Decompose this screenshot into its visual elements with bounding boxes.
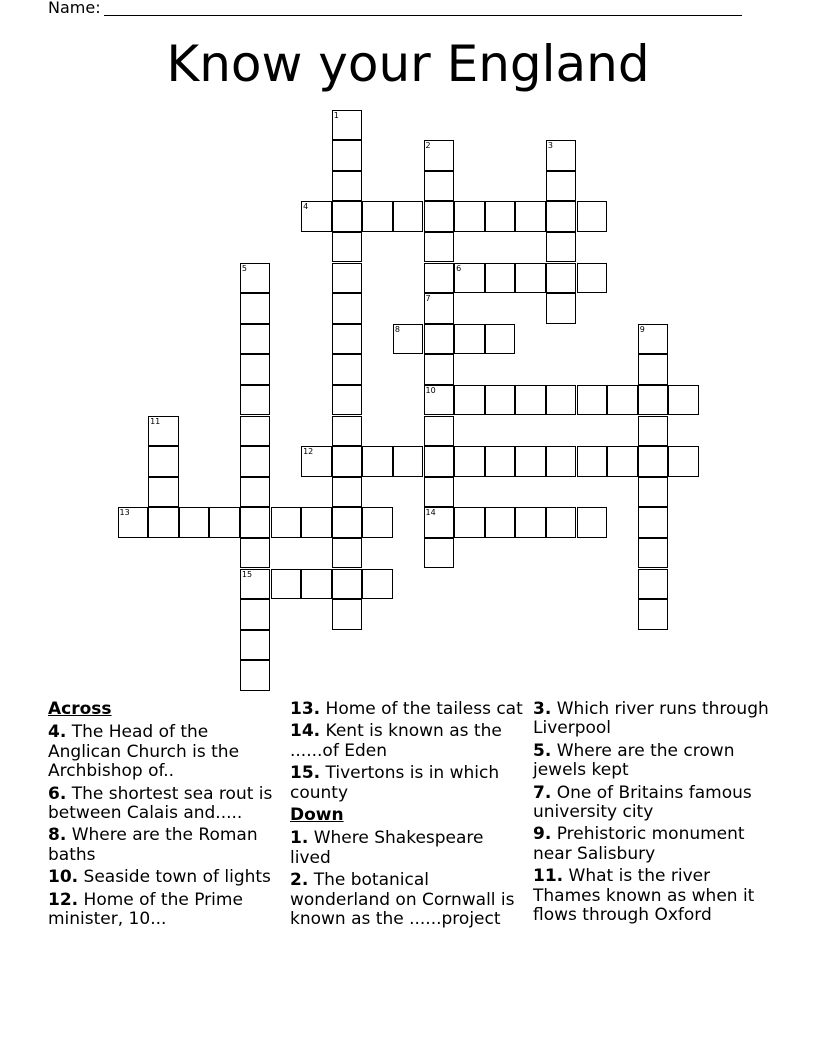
grid-cell[interactable]	[332, 171, 363, 202]
grid-cell[interactable]	[546, 507, 577, 538]
grid-cell[interactable]	[332, 293, 363, 324]
grid-cell[interactable]	[424, 140, 455, 171]
grid-cell[interactable]	[668, 385, 699, 416]
grid-cell[interactable]	[638, 446, 669, 477]
clue-number: 4	[303, 202, 309, 212]
grid-cell[interactable]	[209, 507, 240, 538]
grid-cell[interactable]	[240, 324, 271, 355]
grid-cell[interactable]	[546, 446, 577, 477]
clue-column-2	[290, 700, 526, 932]
clue-across-12: 12. Home of the Prime minister, 10...	[48, 889, 243, 930]
grid-cell[interactable]	[332, 569, 363, 600]
grid-cell[interactable]	[577, 446, 608, 477]
clue-column-1	[48, 700, 284, 932]
down-heading: Down	[290, 805, 344, 826]
grid-cell[interactable]	[424, 416, 455, 447]
grid-cell[interactable]	[240, 599, 271, 630]
grid-cell[interactable]	[301, 201, 332, 232]
grid-cell[interactable]	[271, 569, 302, 600]
grid-cell[interactable]	[577, 507, 608, 538]
grid-cell[interactable]	[638, 416, 669, 447]
grid-cell[interactable]	[179, 507, 210, 538]
grid-cell[interactable]	[240, 630, 271, 661]
clue-down-7: 7. One of Britains famous university city	[533, 782, 752, 823]
across-heading: Across	[48, 699, 112, 719]
grid-cell[interactable]	[546, 140, 577, 171]
grid-cell[interactable]	[332, 538, 363, 569]
grid-cell[interactable]	[148, 416, 179, 447]
clue-down-11: 11. What is the river Thames known as when it flows through Oxford	[533, 866, 755, 926]
grid-cell[interactable]	[148, 446, 179, 477]
grid-cell[interactable]	[454, 507, 485, 538]
grid-cell[interactable]	[638, 569, 669, 600]
grid-cell[interactable]	[424, 538, 455, 569]
clue-down-2: 2. The botanical wonderland on Cornwall is known as the ......project	[290, 870, 515, 930]
clue-across-15: 15. Tivertons is in which county	[290, 763, 500, 803]
clue-down-1: 1. Where Shakespeare lived	[290, 828, 484, 868]
grid-cell[interactable]	[607, 385, 638, 416]
grid-cell[interactable]	[424, 324, 455, 355]
grid-cell[interactable]	[424, 171, 455, 202]
clue-across-10: 10. Seaside town of lights	[48, 867, 271, 888]
grid-cell[interactable]	[240, 446, 271, 477]
clue-number: 13	[119, 508, 130, 518]
grid-cell[interactable]	[454, 446, 485, 477]
grid-cell[interactable]	[393, 446, 424, 477]
grid-cell[interactable]	[301, 446, 332, 477]
clue-across-6: 6. The shortest sea rout is between Calais and.....	[48, 783, 273, 824]
grid-cell[interactable]	[577, 201, 608, 232]
grid-cell[interactable]	[424, 385, 455, 416]
page-title: Know your England	[166, 35, 650, 93]
grid-cell[interactable]	[332, 599, 363, 630]
grid-cell[interactable]	[393, 201, 424, 232]
grid-cell[interactable]	[332, 416, 363, 447]
grid-cell[interactable]	[546, 385, 577, 416]
clue-number: 6	[456, 263, 462, 273]
grid-cell[interactable]	[240, 660, 271, 691]
grid-cell[interactable]	[424, 507, 455, 538]
grid-cell[interactable]	[454, 324, 485, 355]
grid-cell[interactable]	[454, 201, 485, 232]
grid-cell[interactable]	[332, 354, 363, 385]
grid-cell[interactable]	[362, 507, 393, 538]
grid-cell[interactable]	[240, 293, 271, 324]
grid-cell[interactable]	[485, 446, 516, 477]
grid-cell[interactable]	[332, 232, 363, 263]
grid-cell[interactable]	[393, 324, 424, 355]
grid-cell[interactable]	[577, 263, 608, 294]
grid-cell[interactable]	[332, 385, 363, 416]
clue-across-14: 14. Kent is known as the ......of Eden	[290, 721, 502, 761]
grid-cell[interactable]	[240, 263, 271, 294]
clue-across-4: 4. The Head of the Anglican Church is the Archbishop of..	[48, 722, 240, 782]
grid-cell[interactable]	[546, 171, 577, 202]
grid-cell[interactable]	[546, 293, 577, 324]
grid-cell[interactable]	[332, 140, 363, 171]
grid-cell[interactable]	[485, 201, 516, 232]
clue-number: 2	[425, 141, 431, 151]
clue-number: 9	[639, 324, 645, 334]
grid-cell[interactable]	[424, 446, 455, 477]
grid-cell[interactable]	[638, 538, 669, 569]
grid-cell[interactable]	[515, 446, 546, 477]
clue-number: 12	[303, 447, 314, 457]
grid-cell[interactable]	[240, 416, 271, 447]
grid-cell[interactable]	[424, 477, 455, 508]
clue-number: 8	[394, 324, 400, 334]
clue-across-13: 13. Home of the tailess cat	[290, 699, 523, 719]
grid-cell[interactable]	[240, 385, 271, 416]
grid-cell[interactable]	[240, 569, 271, 600]
grid-cell[interactable]	[546, 201, 577, 232]
grid-cell[interactable]	[515, 385, 546, 416]
grid-cell[interactable]	[515, 263, 546, 294]
clue-number: 10	[425, 385, 436, 395]
grid-cell[interactable]	[424, 354, 455, 385]
grid-cell[interactable]	[332, 446, 363, 477]
grid-cell[interactable]	[332, 110, 363, 141]
grid-cell[interactable]	[332, 477, 363, 508]
grid-cell[interactable]	[240, 477, 271, 508]
clue-column-3	[533, 700, 769, 928]
grid-cell[interactable]	[607, 446, 638, 477]
grid-cell[interactable]	[240, 538, 271, 569]
grid-cell[interactable]	[485, 385, 516, 416]
grid-cell[interactable]	[485, 507, 516, 538]
clue-number: 14	[425, 508, 436, 518]
clue-down-5: 5. Where are the crown jewels kept	[533, 740, 735, 781]
grid-cell[interactable]	[424, 293, 455, 324]
grid-cell[interactable]	[301, 507, 332, 538]
grid-cell[interactable]	[638, 324, 669, 355]
grid-cell[interactable]	[301, 569, 332, 600]
grid-cell[interactable]	[271, 507, 302, 538]
grid-cell[interactable]	[148, 507, 179, 538]
grid-cell[interactable]	[638, 507, 669, 538]
grid-cell[interactable]	[332, 201, 363, 232]
clue-number: 11	[150, 416, 161, 426]
grid-cell[interactable]	[332, 263, 363, 294]
grid-cell[interactable]	[515, 507, 546, 538]
grid-cell[interactable]	[424, 263, 455, 294]
grid-cell[interactable]	[485, 263, 516, 294]
clue-down-9: 9. Prehistoric monument near Salisbury	[533, 824, 745, 864]
grid-cell[interactable]	[577, 385, 608, 416]
grid-cell[interactable]	[148, 477, 179, 508]
grid-cell[interactable]	[515, 201, 546, 232]
grid-cell[interactable]	[638, 385, 669, 416]
grid-cell[interactable]	[240, 354, 271, 385]
clue-number: 3	[547, 141, 553, 151]
grid-cell[interactable]	[332, 324, 363, 355]
clue-across-8: 8. Where are the Roman baths	[48, 825, 258, 865]
grid-cell[interactable]	[424, 201, 455, 232]
clue-number: 1	[333, 110, 339, 120]
grid-cell[interactable]	[454, 263, 485, 294]
clue-number: 7	[425, 294, 431, 304]
clue-number: 15	[241, 569, 253, 579]
clue-number: 5	[241, 263, 247, 273]
clue-down-3: 3. Which river runs through Liverpool	[533, 699, 769, 739]
grid-cell[interactable]	[240, 507, 271, 538]
grid-cell[interactable]	[332, 507, 363, 538]
grid-cell[interactable]	[546, 263, 577, 294]
grid-cell[interactable]	[485, 324, 516, 355]
grid-cell[interactable]	[454, 385, 485, 416]
grid-cell[interactable]	[638, 354, 669, 385]
grid-cell[interactable]	[362, 446, 393, 477]
grid-cell[interactable]	[424, 232, 455, 263]
grid-cell[interactable]	[118, 507, 149, 538]
grid-cell[interactable]	[638, 477, 669, 508]
grid-cell[interactable]	[362, 569, 393, 600]
grid-cell[interactable]	[638, 599, 669, 630]
grid-cell[interactable]	[668, 446, 699, 477]
grid-cell[interactable]	[362, 201, 393, 232]
grid-cell[interactable]	[546, 232, 577, 263]
name-label: Name:	[48, 0, 101, 17]
